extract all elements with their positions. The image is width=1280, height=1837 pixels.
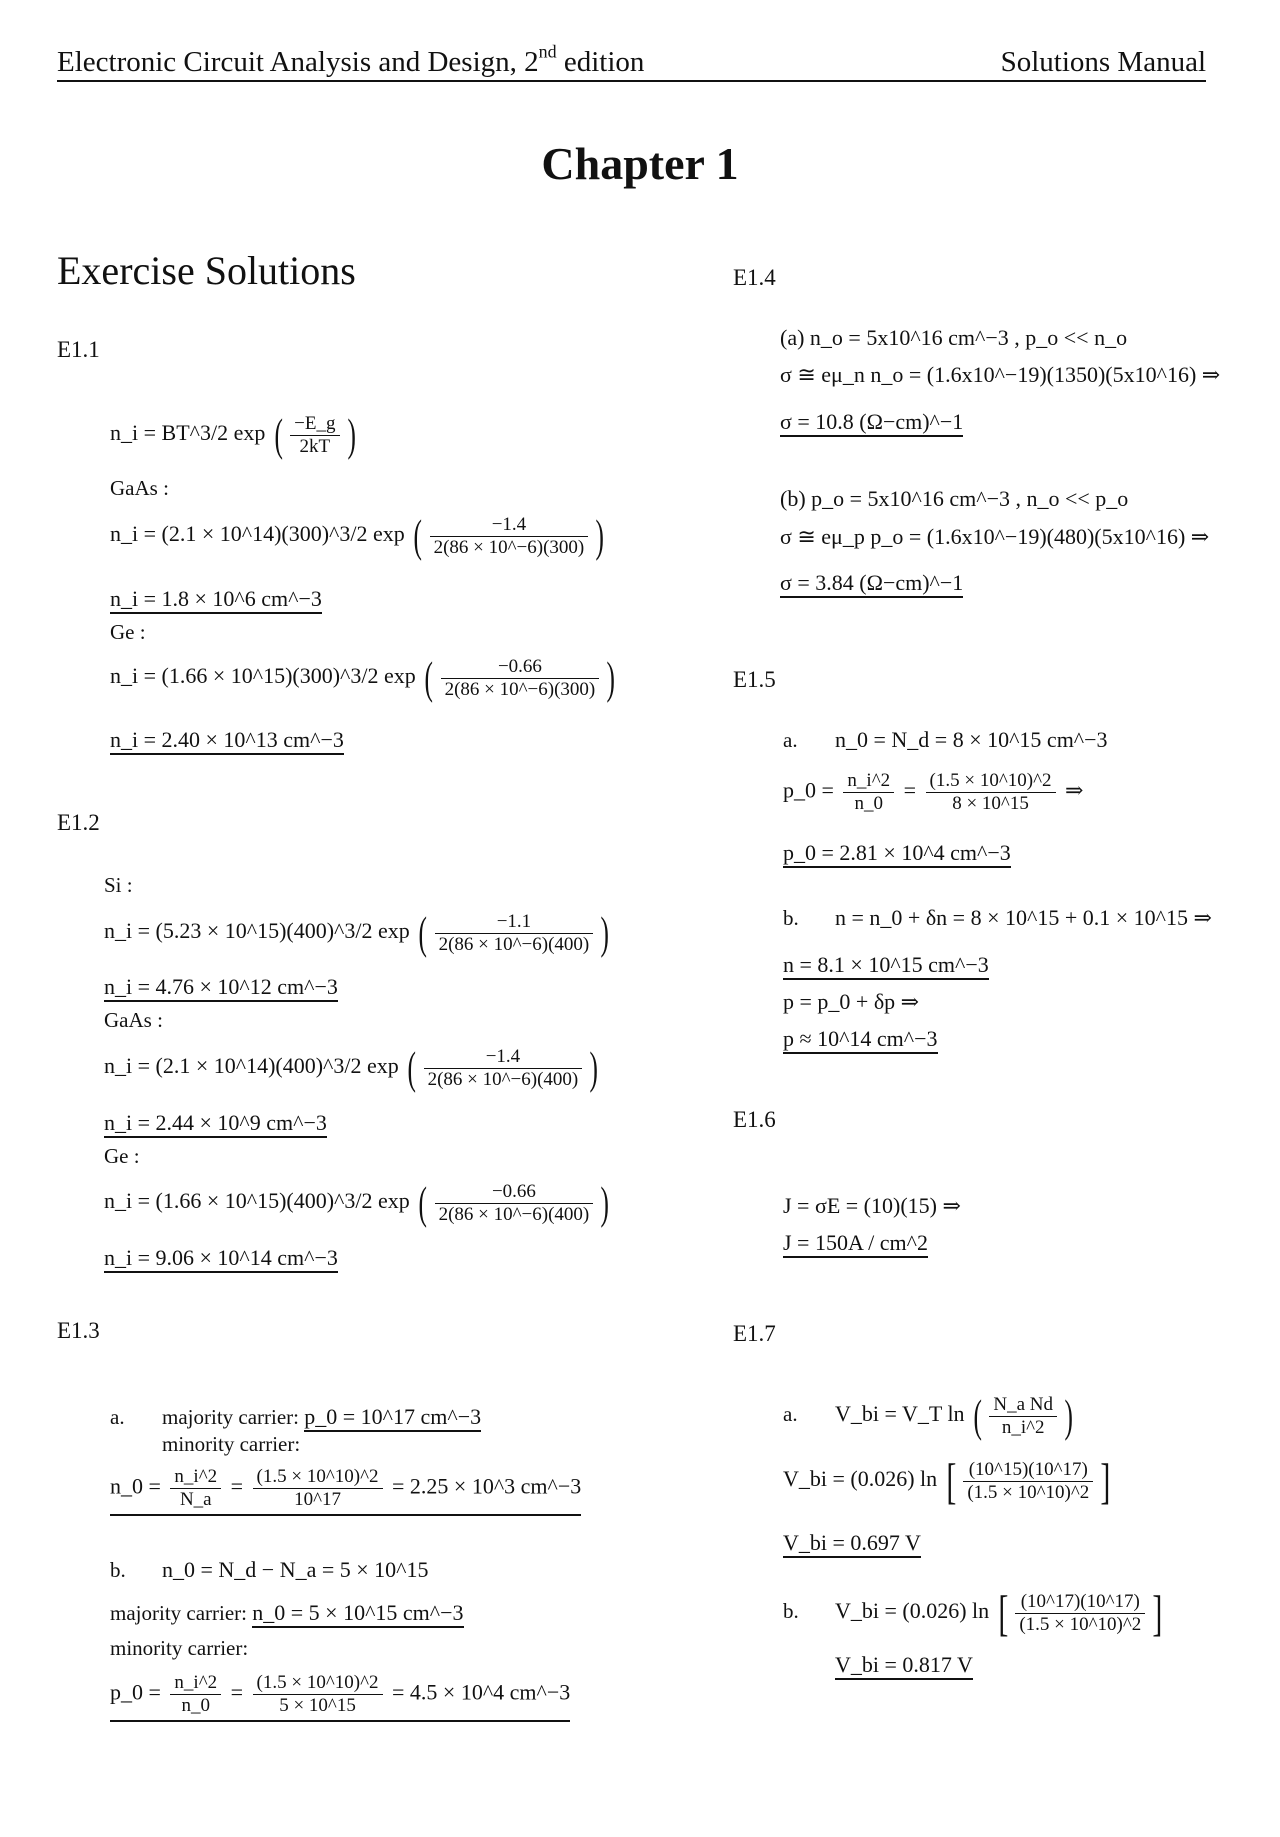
e11-ge-calc-pre: n_i = (1.66 × 10^15)(300)^3/2 exp (110, 663, 416, 689)
e12-label: E1.2 (57, 810, 100, 835)
e17-a-calc-pre: V_bi = (0.026) ln (783, 1466, 938, 1492)
e15-label: E1.5 (733, 667, 776, 692)
e17-a-calc: V_bi = (0.026) ln [ $\frac{(10\^{}15)(10\^{}17)}{(1.5 \times 10\^{}10)\^{}2}$ ] (783, 1453, 1111, 1509)
e11-formula: n_i = BT^3/2 exp ( $\frac{-E\_g}{2kT}$ ) (110, 409, 356, 460)
e15-b-p-result (783, 1026, 938, 1052)
section-title: Exercise Solutions (57, 248, 356, 293)
e13-b-frac2-den: 5 × 10^15 (279, 1695, 356, 1716)
e11-gaas-num: −1.4 (430, 514, 589, 537)
e13-a-calc-rhs: = 2.25 × 10^3 cm^−3 (392, 1473, 582, 1499)
header-edition-sup: nd (538, 41, 557, 62)
e13-a-frac1-num: n_i^2 (170, 1466, 221, 1489)
e12-si-result (104, 974, 338, 1000)
e17-a-formula-pre: V_bi = V_T ln (835, 1401, 965, 1427)
e11-gaas-result (110, 586, 322, 612)
e15-a-frac2-den: 8 × 10^15 (952, 793, 1029, 814)
e13-a-calc-lhs: n_0 = (110, 1473, 161, 1499)
e15-a-frac2-num: (1.5 × 10^10)^2 (926, 770, 1056, 793)
e17-b-marker: b. (783, 1599, 799, 1624)
e13-b-line1 (110, 1557, 429, 1583)
e12-ge-calc-pre: n_i = (1.66 × 10^15)(400)^3/2 exp (104, 1188, 410, 1214)
e13-b-marker: b. (110, 1558, 126, 1582)
e16-result (783, 1230, 928, 1256)
e14-label: E1.4 (733, 265, 776, 290)
e13-a-line1 (110, 1404, 481, 1430)
e15-b-marker: b. (783, 906, 799, 930)
e17-a-formula-den: n_i^2 (1001, 1416, 1045, 1438)
e15-b-line1 (783, 905, 1212, 931)
e17-b-calc-pre: V_bi = (0.026) ln (835, 1598, 990, 1624)
e13-b-calc-lhs: p_0 = (110, 1679, 161, 1705)
e11-formula-num: −E_g (290, 413, 339, 436)
e12-ge-label: Ge : (104, 1144, 140, 1168)
e12-gaas-num: −1.4 (424, 1046, 583, 1069)
e17-b-calc-den: (1.5 × 10^10)^2 (1019, 1613, 1142, 1635)
e15-a-line1 (783, 727, 1108, 753)
e17-a-calc-den: (1.5 × 10^10)^2 (967, 1481, 1090, 1503)
e12-si-result-text: n_i = 4.76 × 10^12 cm^−3 (104, 974, 338, 1002)
e11-gaas-label: GaAs : (110, 476, 169, 500)
e12-si-calc: n_i = (5.23 × 10^15)(400)^3/2 exp ( $\frac{-1.1}{2(86 \times 10\^{}-6)(400)}$ ) (104, 907, 610, 958)
e17-a-result-text: V_bi = 0.697 V (783, 1530, 921, 1558)
e16-result-text: J = 150A / cm^2 (783, 1230, 928, 1258)
e15-a-result (783, 840, 1011, 866)
e14-b-given: (b) p_o = 5x10^16 cm^−3 , n_o << p_o (780, 486, 1129, 511)
e14-b-result (780, 570, 963, 596)
e13-a-marker: a. (110, 1405, 125, 1429)
e16-calc: J = σE = (10)(15) ⇒ (783, 1193, 961, 1218)
e15-a-calc-lhs: p_0 = (783, 777, 834, 803)
e11-formula-den: 2kT (299, 435, 331, 457)
e13-label: E1.3 (57, 1318, 100, 1343)
e11-ge-num: −0.66 (441, 656, 600, 679)
e13-b-majority-label: majority carrier: (110, 1601, 248, 1625)
e12-si-num: −1.1 (435, 911, 594, 934)
header-right: Solutions Manual (1000, 46, 1206, 78)
e12-ge-result-text: n_i = 9.06 × 10^14 cm^−3 (104, 1245, 338, 1273)
e13-b-minority-label: minority carrier: (110, 1636, 249, 1660)
e17-b-result-text: V_bi = 0.817 V (835, 1652, 973, 1680)
e17-label: E1.7 (733, 1321, 776, 1346)
e15-b-p-calc: p = p_0 + δp ⇒ (783, 989, 920, 1014)
e13-a-frac2-num: (1.5 × 10^10)^2 (253, 1466, 383, 1489)
e15-a-calc: p_0 = $\frac{n\_i\^{}2}{n\_0}$ = $\frac{(1.5 \times 10\^{}10)\^{}2}{8 \times 10\^{}15}$ ⇒ (783, 770, 1084, 814)
e15-a-frac1-den: n_0 (854, 793, 884, 814)
e12-gaas-label: GaAs : (104, 1008, 163, 1032)
e17-a-result (783, 1530, 921, 1556)
header-book-title: Electronic Circuit Analysis and Design, 2 (57, 46, 539, 78)
e13-b-majority (110, 1600, 464, 1626)
e13-b-frac2-num: (1.5 × 10^10)^2 (253, 1672, 383, 1695)
e11-gaas-calc-pre: n_i = (2.1 × 10^14)(300)^3/2 exp (110, 521, 405, 547)
e15-b-result (783, 952, 989, 978)
e12-ge-calc: n_i = (1.66 × 10^15)(400)^3/2 exp ( $\frac{-0.66}{2(86 \times 10\^{}-6)(400)}$ ) (104, 1177, 610, 1228)
e11-gaas-den: 2(86 × 10^−6)(300) (433, 536, 585, 558)
e17-b-calc-num: (10^17)(10^17) (1015, 1591, 1145, 1614)
e15-a-marker: a. (783, 728, 798, 752)
e12-gaas-calc: n_i = (2.1 × 10^14)(400)^3/2 exp ( $\frac{-1.4}{2(86 \times 10\^{}-6)(400)}$ ) (104, 1042, 599, 1093)
e13-b-calc: n_0 = N_d − N_a = 5 × 10^15 (162, 1557, 429, 1582)
e17-a-marker: a. (783, 1402, 798, 1427)
e11-ge-label: Ge : (110, 620, 146, 644)
chapter-title: Chapter 1 (541, 138, 739, 189)
e12-ge-num: −0.66 (435, 1181, 594, 1204)
e17-a-formula: a. V_bi = V_T ln ( $\frac{\text{N\_a Nd}}{n\_i\^{}2}$ ) (783, 1390, 1073, 1441)
e17-a-calc-num: (10^15)(10^17) (963, 1459, 1093, 1482)
e13-a-calc: n_0 = $\frac{n\_i\^{}2}{N\_a}$ = $\frac{(1.5 \times 10\^{}10)\^{}2}{10\^{}17}$ = 2.25 × 10^3 cm^−3 (110, 1466, 581, 1516)
e13-a-frac1-den: N_a (179, 1489, 212, 1510)
e13-b-frac1-den: n_0 (181, 1695, 211, 1716)
e14-b-calc: σ ≅ eμ_p p_o = (1.6x10^−19)(480)(5x10^16) ⇒ (780, 524, 1210, 549)
e17-a-formula-num: N_a Nd (989, 1394, 1057, 1417)
e13-b-calc: p_0 = $\frac{n\_i\^{}2}{n\_0}$ = $\frac{(1.5 \times 10\^{}10)\^{}2}{5 \times 10\^{}15}$ = 4.5 × 10^4 cm^−3 (110, 1672, 570, 1722)
e15-a-calc-rhs: ⇒ (1065, 777, 1084, 803)
e12-gaas-den: 2(86 × 10^−6)(400) (427, 1068, 579, 1090)
e13-a-majority-label: majority carrier: (162, 1405, 300, 1429)
e12-si-calc-pre: n_i = (5.23 × 10^15)(400)^3/2 exp (104, 918, 410, 944)
e14-b-result-text: σ = 3.84 (Ω−cm)^−1 (780, 570, 963, 598)
e13-b-majority-value: n_0 = 5 × 10^15 cm^−3 (252, 1600, 463, 1628)
e12-si-label: Si : (104, 873, 133, 897)
header-left (57, 41, 645, 79)
e12-gaas-result (104, 1110, 327, 1136)
e11-ge-calc: n_i = (1.66 × 10^15)(300)^3/2 exp ( $\frac{-0.66}{2(86 \times 10\^{}-6)(300)}$ ) (110, 652, 616, 703)
e13-a-frac2-den: 10^17 (294, 1489, 341, 1510)
e11-gaas-result-text: n_i = 1.8 × 10^6 cm^−3 (110, 586, 322, 614)
e12-si-den: 2(86 × 10^−6)(400) (438, 933, 590, 955)
e12-ge-den: 2(86 × 10^−6)(400) (438, 1203, 590, 1225)
e15-a-given: n_0 = N_d = 8 × 10^15 cm^−3 (835, 727, 1108, 752)
e17-b-result (835, 1652, 973, 1678)
e11-ge-result-text: n_i = 2.40 × 10^13 cm^−3 (110, 727, 344, 755)
header-rule (57, 80, 1206, 82)
e11-ge-den: 2(86 × 10^−6)(300) (444, 678, 596, 700)
e12-gaas-result-text: n_i = 2.44 × 10^9 cm^−3 (104, 1110, 327, 1138)
e17-b-calc: b. V_bi = (0.026) ln [ $\frac{(10\^{}17)(10\^{}17)}{(1.5 \times 10\^{}10)\^{}2}$ ] (783, 1585, 1163, 1641)
e15-a-result-text: p_0 = 2.81 × 10^4 cm^−3 (783, 840, 1011, 868)
e16-label: E1.6 (733, 1107, 776, 1132)
e14-a-given: (a) n_o = 5x10^16 cm^−3 , p_o << n_o (780, 325, 1128, 350)
header-edition: edition (556, 46, 645, 78)
e14-a-result-text: σ = 10.8 (Ω−cm)^−1 (780, 409, 963, 437)
e11-label: E1.1 (57, 337, 100, 362)
e14-a-result (780, 409, 963, 435)
e13-a-minority-label: minority carrier: (162, 1432, 301, 1456)
e13-b-frac1-num: n_i^2 (170, 1672, 221, 1695)
e12-ge-result (104, 1245, 338, 1271)
e15-b-calc: n = n_0 + δn = 8 × 10^15 + 0.1 × 10^15 ⇒ (835, 905, 1212, 930)
e13-a-majority-value: p_0 = 10^17 cm^−3 (304, 1404, 481, 1432)
e11-formula-pre: n_i = BT^3/2 exp (110, 420, 266, 446)
e13-b-calc-rhs: = 4.5 × 10^4 cm^−3 (392, 1679, 571, 1705)
e12-gaas-calc-pre: n_i = (2.1 × 10^14)(400)^3/2 exp (104, 1053, 399, 1079)
e14-a-calc: σ ≅ eμ_n n_o = (1.6x10^−19)(1350)(5x10^16) ⇒ (780, 362, 1221, 387)
e15-b-result-text: n = 8.1 × 10^15 cm^−3 (783, 952, 989, 980)
e11-ge-result (110, 727, 344, 753)
e15-a-frac1-num: n_i^2 (843, 770, 894, 793)
e15-b-p-result-text: p ≈ 10^14 cm^−3 (783, 1026, 938, 1054)
e11-gaas-calc: n_i = (2.1 × 10^14)(300)^3/2 exp ( $\frac{-1.4}{2(86 \times 10\^{}-6)(300)}$ ) (110, 510, 605, 561)
